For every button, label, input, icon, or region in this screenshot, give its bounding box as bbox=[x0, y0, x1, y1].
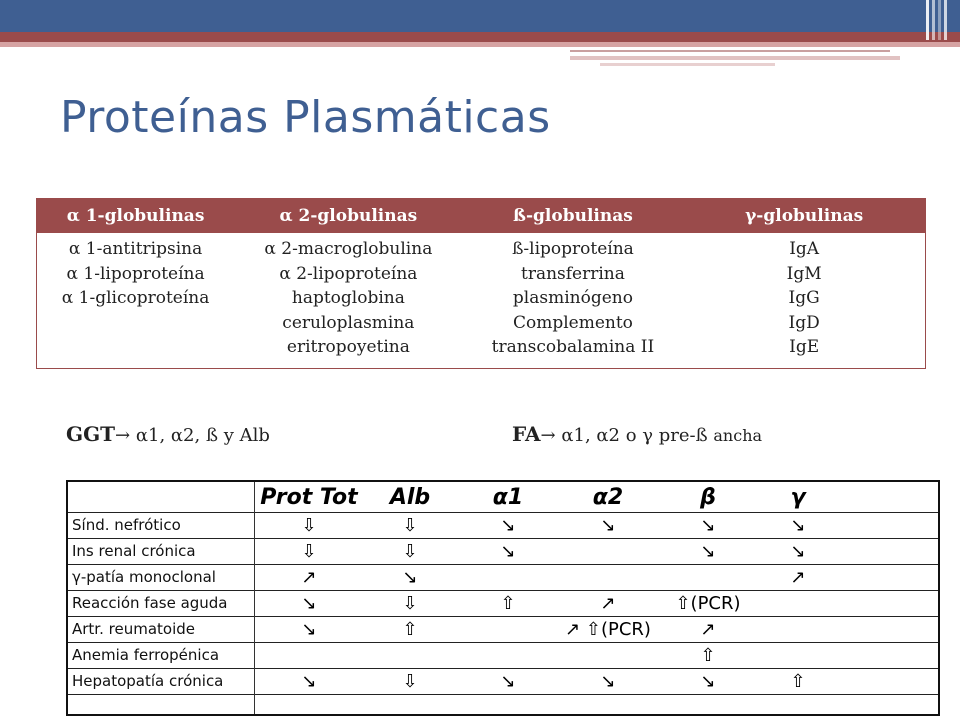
globulin-item: haptoglobina bbox=[291, 288, 405, 308]
protein-table-cell: ↗ bbox=[600, 592, 616, 614]
protein-table-header-cell: α2 bbox=[592, 484, 624, 510]
protein-table-row bbox=[68, 590, 938, 617]
header-accent-line bbox=[570, 56, 900, 60]
globulin-item: eritropoyetina bbox=[286, 337, 410, 357]
protein-table-cell: ⇩ bbox=[301, 514, 317, 536]
globulin-item: α 1-lipoproteína bbox=[66, 263, 205, 284]
globulin-item: α 2-lipoproteína bbox=[279, 263, 418, 284]
protein-table-cell bbox=[558, 642, 658, 668]
globulin-header: α 1-globulinas bbox=[37, 199, 235, 234]
protein-table-cell: ↘ bbox=[301, 618, 317, 640]
protein-table-cell: ↘ bbox=[790, 514, 806, 536]
protein-table-cell bbox=[458, 642, 558, 668]
protein-table-row-label: Hepatopatía crónica bbox=[72, 672, 224, 690]
globulin-header: γ-globulinas bbox=[683, 199, 925, 234]
protein-table-header-cell: Prot Tot bbox=[260, 484, 358, 510]
globulin-item: α 2-macroglobulina bbox=[264, 239, 433, 259]
header-accent-line bbox=[600, 63, 775, 66]
protein-table-cell: ⇧ bbox=[500, 592, 516, 614]
protein-pattern-table bbox=[66, 480, 940, 716]
protein-table-row bbox=[68, 616, 938, 643]
globulin-item: IgA bbox=[789, 239, 820, 259]
protein-table-row bbox=[68, 668, 938, 695]
header-bar-pink bbox=[0, 42, 960, 47]
protein-table-cell: ⇩ bbox=[402, 514, 418, 536]
protein-table-cell: ↘ bbox=[402, 566, 418, 588]
protein-table-cell bbox=[758, 590, 838, 616]
globulin-item: IgG bbox=[788, 288, 820, 308]
globulin-header: ß-globulinas bbox=[463, 199, 684, 234]
protein-table-cell: ↘ bbox=[301, 670, 317, 692]
protein-table-cell: ⇧(PCR) bbox=[675, 592, 741, 614]
protein-table-cell: ⇧ bbox=[790, 670, 806, 692]
globulin-body-row bbox=[37, 233, 926, 368]
protein-table-cell: ⇧ bbox=[700, 644, 716, 666]
protein-table-header-row bbox=[68, 482, 938, 513]
protein-table-cell: ↘ bbox=[500, 670, 516, 692]
protein-table-row-label: γ-patía monoclonal bbox=[72, 568, 216, 586]
protein-table-header-cell: γ bbox=[790, 484, 806, 510]
globulin-column bbox=[683, 233, 925, 368]
globulin-column bbox=[463, 233, 684, 368]
globulin-item: α 1-antitripsina bbox=[68, 239, 203, 259]
protein-table-cell: ↗ bbox=[700, 618, 716, 640]
protein-table-cell: ↗ bbox=[301, 566, 317, 588]
protein-table-cell bbox=[256, 642, 362, 668]
protein-table-cell bbox=[758, 642, 838, 668]
protein-table-row bbox=[68, 538, 938, 565]
globulin-item: IgE bbox=[789, 337, 820, 357]
protein-table-cell bbox=[362, 642, 458, 668]
globulin-item: ß-lipoproteína bbox=[512, 239, 634, 259]
slide-title: Proteínas Plasmáticas bbox=[60, 92, 551, 143]
fa-small: ancha bbox=[713, 426, 763, 445]
globulin-column bbox=[234, 233, 462, 368]
protein-table-cell: ⇩ bbox=[402, 670, 418, 692]
protein-table-row bbox=[68, 512, 938, 539]
protein-table-row bbox=[68, 564, 938, 591]
protein-table-row-label: Ins renal crónica bbox=[72, 542, 196, 560]
header-vertical-lines bbox=[926, 0, 952, 40]
protein-table-cell bbox=[658, 564, 758, 590]
globulin-item: transcobalamina II bbox=[491, 337, 655, 357]
protein-table-cell: ⇩ bbox=[301, 540, 317, 562]
globulin-item: IgD bbox=[788, 312, 820, 333]
protein-table-cell: ↘ bbox=[500, 514, 516, 536]
fa-label: FA bbox=[512, 422, 541, 446]
globulin-header-row bbox=[37, 199, 926, 234]
protein-table-cell: ⇩ bbox=[402, 540, 418, 562]
protein-table-column-divider bbox=[254, 482, 255, 714]
protein-table-cell: ↘ bbox=[301, 592, 317, 614]
protein-table-row-label: Artr. reumatoide bbox=[72, 620, 195, 638]
protein-table-row-label: Anemia ferropénica bbox=[72, 646, 220, 664]
protein-table-cell bbox=[758, 616, 838, 642]
protein-table-header-cell: β bbox=[700, 484, 716, 510]
globulin-item: α 1-glicoproteína bbox=[61, 288, 210, 308]
protein-table-row bbox=[68, 642, 938, 669]
protein-table-cell: ↘ bbox=[790, 540, 806, 562]
protein-table-cell: ↘ bbox=[600, 514, 616, 536]
ggt-text: → α1, α2, ß y Alb bbox=[115, 425, 270, 446]
protein-table-cell: ↘ bbox=[700, 670, 716, 692]
header-bar-blue bbox=[0, 0, 960, 32]
fa-text: → α1, α2 o γ pre-ß bbox=[540, 425, 708, 446]
globulin-item: transferrina bbox=[520, 263, 625, 284]
protein-table-cell: ↗ ⇧(PCR) bbox=[565, 618, 651, 640]
header-accent-line bbox=[570, 50, 890, 52]
ggt-label: GGT bbox=[66, 422, 116, 446]
globulin-header: α 2-globulinas bbox=[234, 199, 462, 234]
globulin-item: ceruloplasmina bbox=[282, 312, 415, 333]
globulin-table bbox=[36, 198, 926, 369]
globulin-item: IgM bbox=[786, 263, 822, 284]
protein-table-cell bbox=[558, 564, 658, 590]
protein-table-cell: ↗ bbox=[790, 566, 806, 588]
protein-table-cell: ⇩ bbox=[402, 592, 418, 614]
ggt-note bbox=[66, 422, 270, 446]
protein-table-cell: ↘ bbox=[600, 670, 616, 692]
protein-table-cell bbox=[458, 564, 558, 590]
protein-table-cell bbox=[458, 616, 558, 642]
protein-table-header-cell: α1 bbox=[492, 484, 524, 510]
header-bar-red bbox=[0, 32, 960, 42]
protein-table-cell: ↘ bbox=[700, 514, 716, 536]
protein-table-cell bbox=[558, 538, 658, 564]
protein-table-row-label: Reacción fase aguda bbox=[72, 594, 228, 612]
protein-table-row-label: Sínd. nefrótico bbox=[72, 516, 181, 534]
globulin-item: Complemento bbox=[512, 312, 633, 333]
protein-table-cell: ↘ bbox=[700, 540, 716, 562]
globulin-column bbox=[37, 233, 235, 368]
protein-table-cell: ⇧ bbox=[402, 618, 418, 640]
globulin-item: plasminógeno bbox=[512, 288, 633, 308]
fa-note bbox=[512, 422, 762, 446]
protein-table-cell: ↘ bbox=[500, 540, 516, 562]
protein-table-header-cell: Alb bbox=[389, 484, 431, 510]
